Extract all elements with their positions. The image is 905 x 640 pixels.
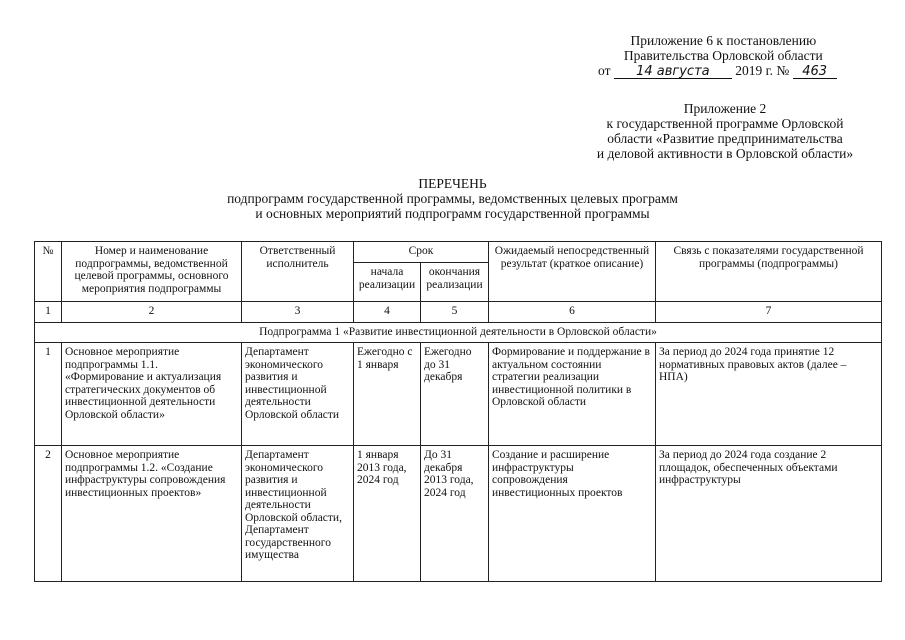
row-end: Ежегодно до 31 декабря bbox=[421, 343, 489, 446]
row-num: 2 bbox=[35, 446, 62, 582]
column-numbers-row bbox=[35, 302, 882, 323]
appendix2-line3: области «Развитие предпринимательства bbox=[607, 131, 843, 146]
col-number: 1 bbox=[35, 302, 62, 323]
table-row bbox=[35, 343, 882, 446]
row-name: Основное мероприятие подпрограммы 1.2. «Создание инфраструктуры сопровождения инвестиционных проектов» bbox=[62, 446, 242, 582]
appendix2-line4: и деловой активности в Орловской области» bbox=[596, 146, 854, 161]
row-executor: Департамент экономического развития и инвестиционной деятельности Орловской области bbox=[242, 343, 354, 446]
year-label: 2019 г. № bbox=[735, 63, 790, 78]
appendix2-line1: Приложение 2 bbox=[683, 101, 767, 116]
row-name: Основное мероприятие подпрограммы 1.1. «Формирование и актуализация стратегических документов об инвестиционной деятельности Орловской области» bbox=[62, 343, 242, 446]
subprogram-row bbox=[35, 323, 882, 343]
appendix6-date-line bbox=[598, 63, 837, 79]
header-num: № bbox=[35, 242, 62, 302]
header-executor: Ответственный исполнитель bbox=[242, 242, 354, 302]
appendix6-line2: Правительства Орловской области bbox=[623, 48, 823, 63]
row-start: Ежегодно с 1 января bbox=[354, 343, 421, 446]
subprogram-title: Подпрограмма 1 «Развитие инвестиционной деятельности в Орловской области» bbox=[35, 323, 882, 343]
title-line2: подпрограмм государственной программы, ведомственных целевых программ bbox=[227, 191, 678, 206]
row-link: За период до 2024 года принятие 12 нормативных правовых актов (далее – НПА) bbox=[656, 343, 882, 446]
row-result: Формирование и поддержание в актуальном состоянии стратегии реализации инвестиционной политики в Орловской области bbox=[489, 343, 656, 446]
row-link: За период до 2024 года создание 2 площадок, обеспеченных объектами инфраструктуры bbox=[656, 446, 882, 582]
row-end: До 31 декабря 2013 года, 2024 год bbox=[421, 446, 489, 582]
table-header-row bbox=[35, 242, 882, 263]
from-label: от bbox=[598, 63, 611, 78]
document-title bbox=[0, 176, 905, 221]
appendix-2-header bbox=[575, 101, 875, 161]
handwritten-number: 463 bbox=[793, 65, 837, 79]
appendix-6-header bbox=[598, 33, 837, 79]
col-number: 3 bbox=[242, 302, 354, 323]
appendix2-line2: к государственной программе Орловской bbox=[606, 116, 844, 131]
row-result: Создание и расширение инфраструктуры сопровождения инвестиционных проектов bbox=[489, 446, 656, 582]
header-term: Срок bbox=[354, 242, 489, 263]
header-link: Связь с показателями государственной программы (подпрограммы) bbox=[656, 242, 882, 302]
title-line1: ПЕРЕЧЕНЬ bbox=[418, 176, 487, 191]
row-executor: Департамент экономического развития и инвестиционной деятельности Орловской области, Департамент государственного имущества bbox=[242, 446, 354, 582]
header-term-end: окончания реализации bbox=[421, 263, 489, 302]
row-start: 1 января 2013 года, 2024 год bbox=[354, 446, 421, 582]
row-num: 1 bbox=[35, 343, 62, 446]
col-number: 6 bbox=[489, 302, 656, 323]
table-row bbox=[35, 446, 882, 582]
handwritten-date: 14 августа bbox=[614, 65, 732, 79]
col-number: 7 bbox=[656, 302, 882, 323]
header-term-start: начала реализации bbox=[354, 263, 421, 302]
header-name: Номер и наименование подпрограммы, ведомственной целевой программы, основного мероприятия подпрограммы bbox=[62, 242, 242, 302]
col-number: 4 bbox=[354, 302, 421, 323]
header-result: Ожидаемый непосредственный результат (краткое описание) bbox=[489, 242, 656, 302]
program-list-table bbox=[34, 241, 882, 582]
col-number: 2 bbox=[62, 302, 242, 323]
title-line3: и основных мероприятий подпрограмм государственной программы bbox=[255, 206, 650, 221]
appendix6-line1: Приложение 6 к постановлению bbox=[630, 33, 817, 48]
col-number: 5 bbox=[421, 302, 489, 323]
